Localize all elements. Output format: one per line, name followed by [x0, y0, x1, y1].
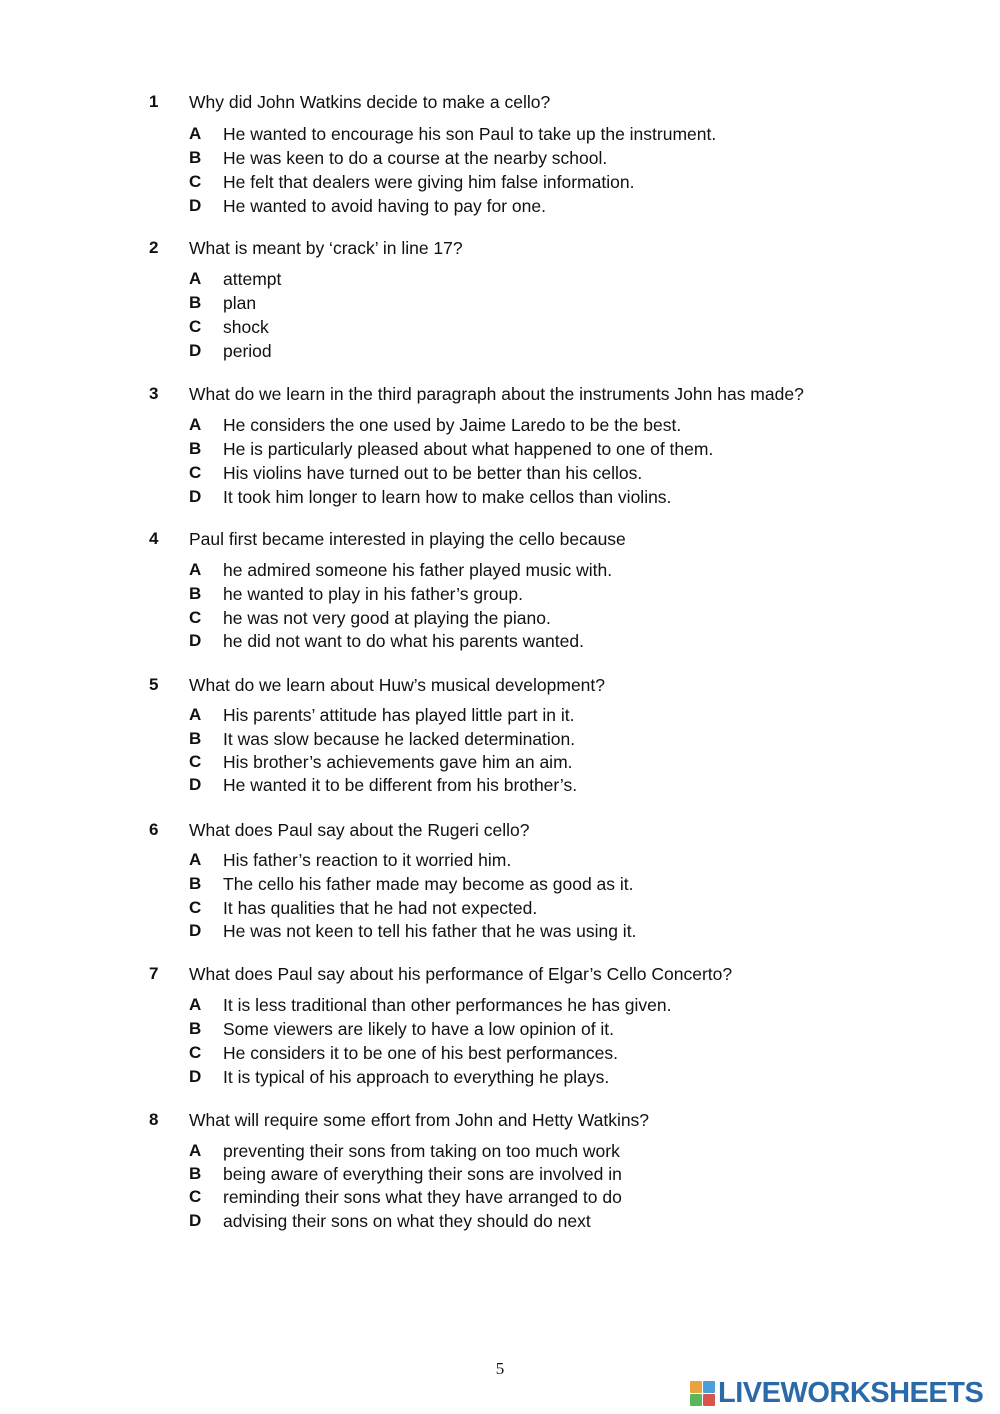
logo-square — [703, 1381, 715, 1393]
question-text: What do we learn in the third paragraph about the instruments John has made? — [189, 384, 804, 404]
option-text: He is particularly pleased about what happened to one of them. — [223, 439, 714, 459]
question-number: 5 — [149, 675, 159, 694]
option-b — [189, 439, 949, 463]
option-text: attempt — [223, 269, 282, 289]
option-text: advising their sons on what they should do next — [223, 1211, 591, 1231]
option-text: He wanted it to be different from his brother’s. — [223, 775, 578, 795]
option-text: he was not very good at playing the piano. — [223, 608, 551, 628]
option-letter: B — [189, 148, 202, 167]
option-c — [189, 463, 949, 487]
option-letter: D — [189, 487, 202, 506]
option-text: he admired someone his father played music with. — [223, 560, 613, 580]
question-text: What is meant by ‘crack’ in line 17? — [189, 238, 463, 258]
option-text: reminding their sons what they have arranged to do — [223, 1187, 622, 1207]
logo-square — [690, 1394, 702, 1406]
option-letter: C — [189, 898, 202, 917]
option-text: he wanted to play in his father’s group. — [223, 584, 523, 604]
question-text: What does Paul say about the Rugeri cello? — [189, 820, 530, 840]
option-letter: A — [189, 560, 202, 579]
logo-square — [690, 1381, 702, 1393]
option-c — [189, 608, 949, 632]
option-text: He considers it to be one of his best performances. — [223, 1043, 618, 1063]
option-text: His father’s reaction to it worried him. — [223, 850, 512, 870]
option-letter: C — [189, 1187, 202, 1206]
option-b — [189, 148, 949, 172]
option-b — [189, 729, 949, 753]
option-text: He was keen to do a course at the nearby school. — [223, 148, 608, 168]
liveworksheets-logo-icon — [690, 1381, 714, 1405]
option-a — [189, 705, 949, 729]
option-d — [189, 631, 949, 655]
option-letter: D — [189, 341, 202, 360]
option-letter: A — [189, 705, 202, 724]
option-c — [189, 1187, 949, 1211]
option-letter: C — [189, 752, 202, 771]
option-letter: D — [189, 196, 202, 215]
option-letter: B — [189, 729, 202, 748]
option-letter: B — [189, 293, 202, 312]
question-text: What will require some effort from John and Hetty Watkins? — [189, 1110, 650, 1130]
option-b — [189, 874, 949, 898]
question-number: 4 — [149, 529, 159, 548]
option-letter: D — [189, 1211, 202, 1230]
option-b — [189, 1019, 949, 1043]
option-a — [189, 1141, 949, 1165]
option-b — [189, 293, 949, 317]
option-d — [189, 196, 949, 220]
option-letter: A — [189, 1141, 202, 1160]
option-letter: C — [189, 608, 202, 627]
option-c — [189, 752, 949, 776]
option-d — [189, 921, 949, 945]
option-a — [189, 850, 949, 874]
option-a — [189, 995, 949, 1019]
option-text: period — [223, 341, 272, 361]
option-text: The cello his father made may become as good as it. — [223, 874, 634, 894]
option-d — [189, 341, 949, 365]
option-d — [189, 1211, 949, 1235]
option-text: being aware of everything their sons are involved in — [223, 1164, 622, 1184]
option-text: preventing their sons from taking on too much work — [223, 1141, 620, 1161]
option-letter: B — [189, 439, 202, 458]
option-a — [189, 415, 949, 439]
option-text: He wanted to encourage his son Paul to take up the instrument. — [223, 124, 717, 144]
question-text: What does Paul say about his performance of Elgar’s Cello Concerto? — [189, 964, 733, 984]
option-a — [189, 269, 949, 293]
option-text: He considers the one used by Jaime Laredo to be the best. — [223, 415, 682, 435]
question-text: Why did John Watkins decide to make a cello? — [189, 92, 551, 112]
option-d — [189, 487, 949, 511]
question-number: 6 — [149, 820, 159, 839]
question-number: 3 — [149, 384, 159, 403]
option-text: he did not want to do what his parents wanted. — [223, 631, 584, 651]
question-number: 7 — [149, 964, 159, 983]
option-text: He was not keen to tell his father that he was using it. — [223, 921, 637, 941]
option-text: It has qualities that he had not expected. — [223, 898, 538, 918]
option-text: It took him longer to learn how to make cellos than violins. — [223, 487, 672, 507]
option-text: He wanted to avoid having to pay for one. — [223, 196, 546, 216]
option-text: Some viewers are likely to have a low opinion of it. — [223, 1019, 615, 1039]
option-c — [189, 1043, 949, 1067]
option-letter: B — [189, 584, 202, 603]
question-number: 8 — [149, 1110, 159, 1129]
option-d — [189, 775, 949, 799]
option-b — [189, 1164, 949, 1188]
logo-square — [703, 1394, 715, 1406]
option-letter: B — [189, 874, 202, 893]
option-c — [189, 317, 949, 341]
option-letter: C — [189, 1043, 202, 1062]
page-number: 5 — [495, 1359, 505, 1378]
option-d — [189, 1067, 949, 1091]
option-letter: B — [189, 1019, 202, 1038]
option-text: His violins have turned out to be better than his cellos. — [223, 463, 643, 483]
option-text: It was slow because he lacked determination. — [223, 729, 576, 749]
option-letter: B — [189, 1164, 202, 1183]
option-text: He felt that dealers were giving him false information. — [223, 172, 635, 192]
question-text: Paul first became interested in playing the cello because — [189, 529, 626, 549]
option-letter: C — [189, 172, 202, 191]
option-text: His parents’ attitude has played little part in it. — [223, 705, 575, 725]
option-letter: D — [189, 775, 202, 794]
option-text: It is less traditional than other performances he has given. — [223, 995, 672, 1015]
option-letter: A — [189, 415, 202, 434]
option-letter: C — [189, 317, 202, 336]
option-a — [189, 124, 949, 148]
option-text: It is typical of his approach to everything he plays. — [223, 1067, 610, 1087]
question-number: 1 — [149, 92, 159, 111]
option-letter: A — [189, 850, 202, 869]
option-letter: D — [189, 921, 202, 940]
option-a — [189, 560, 949, 584]
option-letter: A — [189, 124, 202, 143]
option-letter: C — [189, 463, 202, 482]
brand-name: LIVEWORKSHEETS — [718, 1376, 984, 1409]
option-text: His brother’s achievements gave him an aim. — [223, 752, 573, 772]
option-letter: A — [189, 995, 202, 1014]
option-b — [189, 584, 949, 608]
option-letter: D — [189, 1067, 202, 1086]
option-letter: D — [189, 631, 202, 650]
option-text: plan — [223, 293, 257, 313]
option-c — [189, 898, 949, 922]
option-text: shock — [223, 317, 269, 337]
question-text: What do we learn about Huw’s musical development? — [189, 675, 606, 695]
question-number: 2 — [149, 238, 159, 257]
liveworksheets-brand[interactable] — [690, 1378, 983, 1408]
option-c — [189, 172, 949, 196]
option-letter: A — [189, 269, 202, 288]
